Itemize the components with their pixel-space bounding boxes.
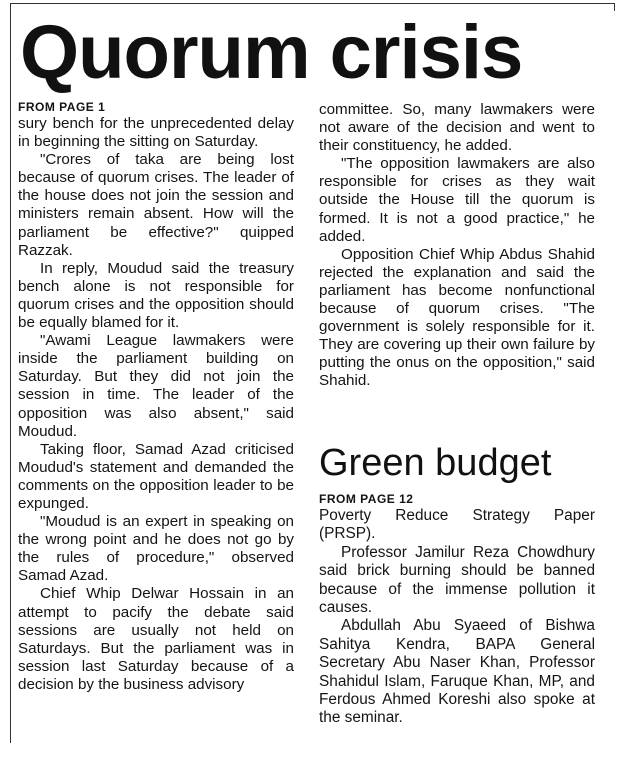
left-column-rule (10, 3, 11, 743)
story1-paragraph: sury bench for the unprecedented delay in beginning the sitting on Saturday. (18, 115, 294, 151)
story2-paragraph: Abdullah Abu Syaeed of Bishwa Sahitya Kendra, BAPA General Secretary Abu Naser Khan, Professor Shahidul Islam, Faruque Khan, MP, and Ferdous Ahmed Koreshi also spoke at the seminar. (319, 617, 595, 727)
story1-paragraph: Taking floor, Samad Azad criticised Moudud's statement and demanded the comments on the opposition leader to be expunged. (18, 440, 294, 512)
story2-paragraph: Poverty Reduce Strategy Paper (PRSP). (319, 507, 595, 543)
story1-left-column (18, 101, 294, 694)
story1-kicker: FROM PAGE 1 (18, 100, 106, 114)
headline-quorum-crisis: Quorum crisis (20, 10, 523, 95)
top-rule (10, 3, 615, 4)
story1-paragraph: In reply, Moudud said the treasury bench alone is not responsible for quorum crises and the opposition should be equally blamed for it. (18, 259, 294, 332)
headline-green-budget: Green budget (319, 442, 552, 484)
story1-paragraph: "The opposition lawmakers are also responsible for crises as they wait outside the House till the quorum is formed. It is not a good practice," he added. (319, 155, 595, 245)
story1-paragraph: "Crores of taka are being lost because of quorum crises. The leader of the house does not join the session and ministers remain absent. How will the parliament be effective?" quipped Razzak. (18, 151, 294, 259)
story1-paragraph: committee. So, many lawmakers were not aware of the decision and went to their constituency, he added. (319, 101, 595, 155)
story1-paragraph: "Moudud is an expert in speaking on the wrong point and he does not go by the rules of procedure," observed Samad Azad. (18, 513, 294, 585)
right-corner-rule (614, 3, 615, 11)
story1-paragraph: Opposition Chief Whip Abdus Shahid rejected the explanation and said the parliament has become nonfunctional because of quorum crises. "The government is solely responsible for it. They are covering up their own failure by putting the onus on the opposition," said Shahid. (319, 245, 595, 390)
story2-column (319, 493, 595, 728)
story2-kicker: FROM PAGE 12 (319, 492, 414, 506)
story1-paragraph: "Awami League lawmakers were inside the parliament building on Saturday. But they did not join the session in time. The leader of the opposition was also absent," said Moudud. (18, 332, 294, 440)
story1-right-column (319, 101, 595, 391)
story1-paragraph: Chief Whip Delwar Hossain in an attempt to pacify the debate said sessions are usually not held on Saturdays. But the parliament was in session last Saturday because of a decision by the business advisory (18, 585, 294, 693)
story2-paragraph: Professor Jamilur Reza Chowdhury said brick burning should be banned because of the immense pollution it causes. (319, 543, 595, 617)
